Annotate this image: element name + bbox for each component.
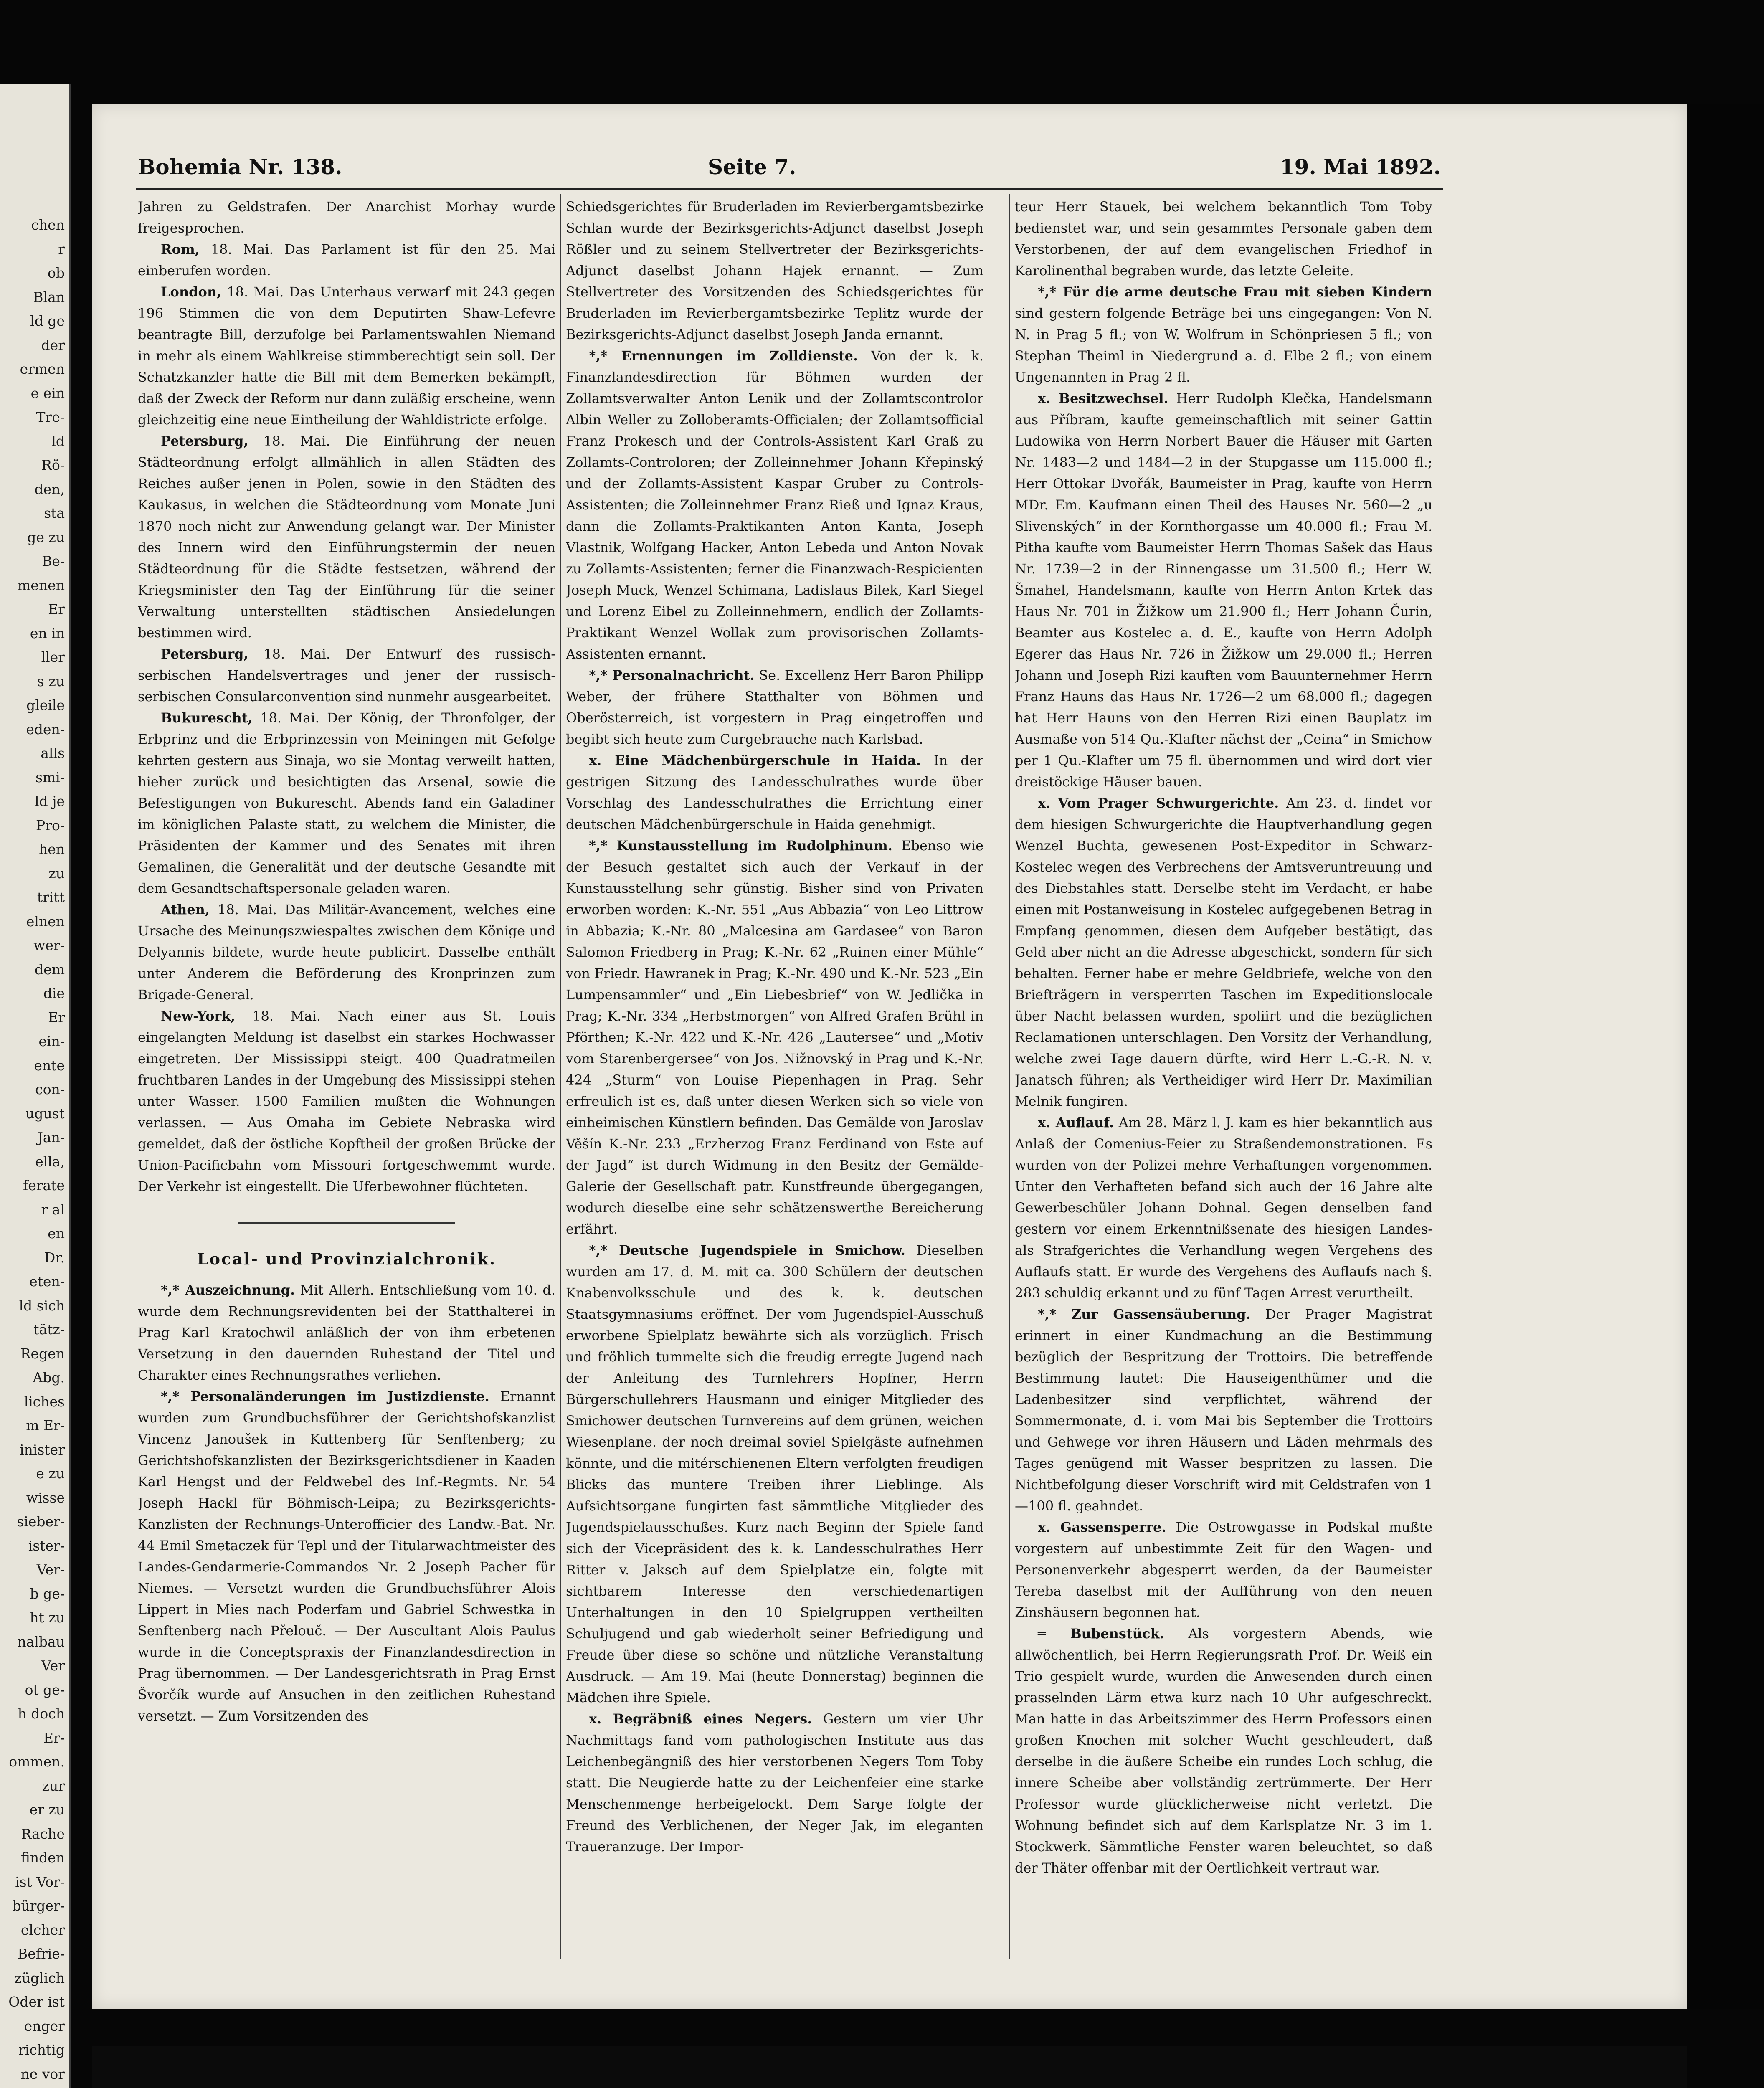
previous-page-fragment: Blan <box>33 289 65 305</box>
article-schwurgericht <box>1015 793 1432 1112</box>
previous-page-fragment: ommen. <box>9 1754 65 1770</box>
article-text: Ernannt wurden zum Grundbuchsführer der Gerichtshofskanzlist Vincenz Janoušek in Kuttenberg für Senftenberg; zu Gerichtshofskanzlisten der Bezirksgerichtsdiener in Kaaden Karl Hengst und der Feldwebel des Inf.-Regmts. Nr. 54 Joseph Hackl für Böhmisch-Leipa; zu Bezirksgerichts-Kanzlisten der Rechnungs-Unterofficier des Landw.-Bat. Nr. 44 Emil Smetaczek für Tepl und der Titularwachtmeister des Landes-Gendarmerie-Commandos Nr. 2 Joseph Pacher für Niemes. — Versetzt wurden die Grundbuchsführer Alois Lippert in Mies nach Poderfam und Gabriel Schwestka in Senftenberg nach Přelouč. — Der Auscultant Alois Paulus wurde in die Conceptspraxis der Finanzlandesdirection in Prag übernommen. — Der Landesgerichtsrath in Prag Ernst Švorčík wurde auf Ansuchen in den zeitlichen Ruhestand versetzt. — Zum Vorsitzenden des <box>138 1389 555 1724</box>
previous-page-fragments <box>0 213 69 2088</box>
previous-page-fragment: eden- <box>26 721 65 737</box>
article-text: 18. Mai. Die Einführung der neuen Städteordnung erfolgt allmählich in allen Städten des Reiches außer jenen in Polen, sowie in den Städten des Kaukasus, in welchen die Städteordnung vom Monate Juni 1870 noch nicht zur Anwendung gelangt war. Der Minister des Innern wird den Einführungstermin der neuen Städteordnung für die Städte festsetzen, während der Kriegsminister den Tag der Einführung für die seiner Verwaltung unterstellten städtischen Ansiedelungen bestimmen wird. <box>138 433 555 641</box>
article-text: 18. Mai. Das Militär-Avancement, welches eine Ursache des Meinungszwiespaltes zwischen dem Könige und Delyannis bildete, wurde heute publicirt. Dasselbe enthält unter Anderem die Beförderung des Kronprinzen zum Brigade-General. <box>138 902 555 1003</box>
previous-page-fragment: b ge- <box>30 1585 65 1602</box>
article-heading: *,* Ernennungen im Zolldienste. <box>589 348 858 364</box>
previous-page-fragment: Er <box>48 601 65 617</box>
page-header <box>138 155 1441 184</box>
previous-page-fragment: smi- <box>35 769 65 786</box>
previous-page-fragment: Jan- <box>37 1129 65 1145</box>
previous-page-fragment: en <box>48 1225 65 1242</box>
previous-page-fragment: Oder ist <box>8 1994 65 2010</box>
article-gassensaeuberung <box>1015 1304 1432 1517</box>
previous-page-fragment: r <box>58 241 65 257</box>
previous-page-fragment: dem <box>35 961 65 978</box>
previous-page-fragment: chen <box>31 217 65 233</box>
article-text: Der Prager Magistrat erinnert in einer Kundmachung an die Bestimmung bezüglich der Bespritzung der Trottoirs. Die betreffende Bestimmung lautet: Die Hauseigenthümer und die Ladenbesitzer sind verpflichtet, während der Sommermonate, d. i. vom Mai bis September die Trottoirs und Gehwege vor ihren Häusern und Läden mehrmals des Tages genügend mit Wasser bespritzen zu lassen. Die Nichtbefolgung dieser Vorschrift wird mit Geldstrafen von 1—100 fl. geahndet. <box>1015 1306 1432 1514</box>
previous-page-fragment: alls <box>41 745 65 761</box>
article-heading: *,* Personalnachricht. <box>589 667 755 683</box>
article-text: teur Herr Stauek, bei welchem bekanntlich Tom Toby bedienstet war, und sein gesammtes Personale gaben dem Verstorbenen, der auf dem evangelischen Friedhof in Karolinenthal begraben wurde, das letzte Geleite. <box>1015 199 1432 279</box>
previous-page-fragment: inister <box>20 1441 65 1458</box>
previous-page-fragment: wer- <box>33 937 65 953</box>
article-jugendspiele <box>566 1240 983 1708</box>
article-heading: x. Gassensperre. <box>1038 1519 1166 1535</box>
column-2 <box>566 196 983 1959</box>
article-text: Jahren zu Geldstrafen. Der Anarchist Morhay wurde freigesprochen. <box>138 199 555 236</box>
article-kunstausstellung <box>566 835 983 1240</box>
article-personalnachricht <box>566 665 983 750</box>
previous-page-fragment: elcher <box>20 1921 65 1938</box>
article-london <box>138 281 555 431</box>
article-auflauf <box>1015 1112 1432 1304</box>
previous-page-fragment: ne vor <box>20 2065 65 2082</box>
article-text: Am 28. März l. J. kam es hier bekanntlich aus Anlaß der Comenius-Feier zu Straßendemonstrationen. Es wurden von der Polizei mehre Verhaftungen vorgenommen. Unter den Verhafteten befand sich auch der 16 Jahre alte Gewerbeschüler Johann Dohnal. Gegen denselben fand gestern vor einem Erkenntnißsenate des hiesigen Landes- als Strafgerichtes die Verhandlung wegen Vergehens des Auflaufs statt. Er wurde des Vergehens des Auflaufs nach §. 283 schuldig erkannt und zu fünf Tagen Arrest verurtheilt. <box>1015 1115 1432 1301</box>
previous-page-fragment: ferate <box>23 1177 65 1194</box>
microfilm-strip <box>92 2046 1687 2088</box>
dateline: New-York, <box>161 1008 236 1024</box>
article-text: Am 23. d. findet vor dem hiesigen Schwurgerichte die Hauptverhandlung gegen Wenzel Buchta, gewesenen Post-Expeditor in Schwarz-Kostelec wegen des Verbrechens der Amtsveruntreuung und des Diebstahles statt. Derselbe steht im Verdacht, er habe einen mit Postanweisung in Kostelec aufgegebenen Betrag in Empfang genommen, diesen dem Aufgeber bestätigt, das Geld aber nicht an die Adresse abgeschickt, sondern für sich behalten. Ferner habe er mehre Geldbriefe, welche von den Briefträgern in versperrten Taschen im Expeditionslocale über Nacht belassen wurden, spoliirt und die bezüglichen Reclamationen unterschlagen. Den Vorsitz der Verhandlung, welche zwei Tage dauern dürfte, wird Herr L.-G.-R. N. v. Janatsch führen; als Vertheidiger wird Herr Dr. Maximilian Melnik fungiren. <box>1015 795 1432 1109</box>
article-athen <box>138 899 555 1006</box>
article-text: 18. Mai. Nach einer aus St. Louis eingelangten Meldung ist daselbst ein starkes Hochwasser eingetreten. Der Mississippi steigt. 400 Quadratmeilen fruchtbaren Landes in der Umgebung des Mississippi stehen unter Wasser. 1500 Familien mußten die Wohnungen verlassen. — Aus Omaha im Gebiete Nebraska wird gemeldet, daß der östliche Kopftheil der großen Brücke der Union-Pacificbahn vom Missouri fortgeschwemmt wurde. Der Verkehr ist eingestellt. Die Uferbewohner flüchteten. <box>138 1008 555 1194</box>
column-rule <box>560 194 561 1959</box>
article-text: In der gestrigen Sitzung des Landesschulrathes wurde über Vorschlag des Landesschulrathes die Errichtung einer deutschen Mädchenbürgerschule in Haida genehmigt. <box>566 753 983 832</box>
previous-page-fragment: hen <box>38 841 65 857</box>
dateline: Rom, <box>161 241 200 257</box>
article-personal-justiz <box>138 1386 555 1727</box>
column-3 <box>1015 196 1432 1959</box>
section-title: Local- und Provinzialchronik. <box>197 1249 497 1268</box>
article-heading: *,* Für die arme deutsche Frau mit sieben Kindern <box>1038 284 1432 300</box>
article-text: sind gestern folgende Beträge bei uns eingegangen: Von N. N. in Prag 5 fl.; von W. Wolfrum in Schönpriesen 5 fl.; von Stephan Theiml in Niedergrund a. d. Elbe 2 fl.; von einem Ungenannten in Prag 2 fl. <box>1015 305 1432 385</box>
article-bukurescht <box>138 707 555 899</box>
previous-page-fragment: zu <box>48 865 65 882</box>
column-rule <box>1009 194 1010 1959</box>
previous-page-fragment: Er- <box>43 1729 65 1746</box>
previous-page-fragment: enger <box>24 2017 65 2034</box>
article-text: Von der k. k. Finanzlandesdirection für Böhmen wurden der Zollamtsverwalter Anton Lenik und der Zollamtscontrolor Albin Weller zu Zolloberamts-Officialen; der Zollamtsofficial Franz Prokesch und der Controls-Assistent Karl Graß zu Zollamts-Controloren; der Zolleinnehmer Johann Křepinský und der Zollamts-Assistent Kaspar Gruber zu Controls-Assistenten; die Zolleinnehmer Franz Rieß und Ignaz Kraus, dann die Zollamts-Praktikanten Anton Kanta, Joseph Vlastnik, Wolfgang Hacker, Anton Lebeda und Anton Novak zu Zollamts-Assistenten; ferner die Finanzwach-Respicienten Joseph Muck, Wenzel Schimana, Ladislaus Bilek, Karl Siegel und Lorenz Eibel zu Zolleinnehmern, endlich der Zollamts-Praktikant Wenzel Wollak zum provisorischen Zollamts-Assistenten ernannt. <box>566 348 983 662</box>
previous-page-fragment: ente <box>34 1057 65 1074</box>
article-text: Dieselben wurden am 17. d. M. mit ca. 300 Schülern der deutschen Knabenvolksschule und des k. k. deutschen Staatsgymnasiums eröffnet. Der vom Jugendspiel-Ausschuß erworbene Spielplatz bewährte sich als vorzüglich. Frisch und fröhlich tummelte sich die freudig erregte Jugend nach der Anleitung des Turnlehrers Hopfner, Herrn Bürgerschullehrers Hausmann und einiger Mitglieder des Smichower deutschen Turnvereins auf dem grünen, weichen Wiesenplane. der noch dreimal soviel Spielgäste aufnehmen könnte, und die mitérschienenen Eltern verfolgten freudigen Blicks das muntere Treiben ihrer Lieblinge. Als Aufsichtsorgane fungirten fast sämmtliche Mitglieder des Jugendspielausschußes. Kurz nach Beginn der Spiele fand sich der Vicepräsident des k. k. Landesschulrathes Herr Ritter v. Jaksch auf dem Spielplatze ein, folgte mit sichtbarem Interesse den verschiedenartigen Unterhaltungen in den 10 Spielgruppen vertheilten Schuljugend und gab wiederholt seiner Befriedigung und Freude über diese so schöne und nützliche Veranstaltung Ausdruck. — Am 19. Mai (heute Donnerstag) beginnen die Mädchen ihre Spiele. <box>566 1242 983 1705</box>
previous-page-fragment <box>0 2086 65 2088</box>
article-text: 18. Mai. Der König, der Thronfolger, der Erbprinz und die Erbprinzessin von Meiningen mit Gefolge kehrten gestern aus Sinaja, wo sie Montag verweilt hatten, hieher zurück und besichtigten das Arsenal, sowie die Befestigungen von Bukurescht. Abends fand ein Galadiner im königlichen Palaste statt, zu welchem die Minister, die Präsidenten der Kammer und des Senates mit ihren Gemalinen, die Generalität und der deutsche Gesandte mit dem Gesandtschaftspersonale geladen waren. <box>138 710 555 896</box>
previous-page-fragment: e ein <box>30 385 65 401</box>
article-text: Als vorgestern Abends, wie allwöchentlich, bei Herrn Regierungsrath Prof. Dr. Weiß ein Trio gespielt wurde, wurden die Anwesenden durch einen prasselnden Lärm etwa kurz nach 10 Uhr aufgeschreckt. Man hatte in das Arbeitszimmer des Herrn Professors einen großen Knochen mit solcher Wucht geschleudert, daß derselbe in die äußere Scheibe ein rundes Loch schlug, die innere Scheibe aber vollständig zertrümmerte. Der Herr Professor wurde glücklicherweise nicht verletzt. Die Wohnung befindet sich auf dem Karlsplatze Nr. 3 im 1. Stockwerk. Sämmtliche Fenster waren beleuchtet, so daß der Thäter offenbar mit der Oertlichkeit vertraut war. <box>1015 1626 1432 1876</box>
previous-page-fragment: bürger- <box>12 1898 65 1914</box>
article-zolldienst <box>566 345 983 665</box>
previous-page-fragment: ugust <box>25 1105 65 1122</box>
previous-page-fragment: finden <box>20 1850 65 1866</box>
article-petersburg <box>138 431 555 644</box>
article-heading: x. Begräbniß eines Negers. <box>589 1711 812 1727</box>
dateline: Bukurescht, <box>161 710 253 726</box>
previous-page-fragment: s zu <box>37 673 65 689</box>
previous-page-fragment: züglich <box>14 1969 65 1986</box>
previous-page-fragment: liches <box>24 1393 65 1410</box>
previous-page-fragment: ermen <box>20 361 65 377</box>
previous-page-fragment: en in <box>30 625 65 641</box>
previous-page-fragment: ister- <box>28 1537 65 1554</box>
previous-page-fragment: ella, <box>35 1153 65 1170</box>
article-bubenstueck <box>1015 1623 1432 1879</box>
article-text: Se. Excellenz Herr Baron Philipp Weber, der frühere Statthalter von Böhmen und Oberösterreich, ist vorgestern in Prag eingetroffen und begibt sich heute zum Curgebrauche nach Karlsbad. <box>566 667 983 747</box>
article-besitzwechsel <box>1015 388 1432 793</box>
article-text: Die Ostrowgasse in Podskal mußte vorgestern auf unbestimmte Zeit für den Wagen- und Personenverkehr abgesperrt werden, da der Baumeister Tereba daselbst mit der Aufführung von den neuen Zinshäusern begonnen hat. <box>1015 1519 1432 1620</box>
previous-page-fragment: Rö- <box>41 457 65 473</box>
article-heading: *,* Zur Gassensäuberung. <box>1038 1306 1251 1322</box>
article-new-york <box>138 1006 555 1197</box>
dateline: Petersburg, <box>161 433 248 449</box>
previous-page-fragment: nalbau <box>17 1633 65 1650</box>
article-text: Herr Rudolph Klečka, Handelsmann aus Příbram, kaufte gemeinschaftlich mit seiner Gattin Ludowika von Herrn Norbert Bauer die Häuser mit Garten Nr. 1483—2 und 1484—2 in der Stupgasse um 115.000 fl.; Herr Ottokar Dvořák, Baumeister in Prag, kaufte von Herrn MDr. Em. Kaufmann einen Theil des Hauses Nr. 560—2 „u Slivenských“ in der Kornthorgasse um 40.000 fl.; Frau M. Pitha kaufte vom Baumeister Herrn Thomas Sašek das Haus Nr. 1739—2 in der Rinnengasse um 31.500 fl.; Herr W. Šmahel, Handelsmann, kaufte von Herrn Anton Krtek das Haus Nr. 701 in Žižkow um 21.900 fl.; Herr Johann Čurin, Beamter aus Kostelec a. d. E., kaufte von Herrn Adolph Egerer das Haus Nr. 726 in Žižkow um 29.000 fl.; Herren Johann und Joseph Rizi kauften vom Bauunternehmer Herrn Franz Hauns das Haus Nr. 1726—2 um 68.000 fl.; dagegen hat Herr Hauns von den Herren Rizi einen Bauplatz im Ausmaße von 514 Qu.-Klafter nächst der „Ceina“ in Smichow per 1 Qu.-Klafter um 75 fl. übernommen und wird dort vier dreistöckige Häuser bauen. <box>1015 390 1432 790</box>
previous-page-fragment: ot ge- <box>25 1681 65 1698</box>
previous-page-fragment: ein- <box>38 1033 65 1049</box>
article-heading: x. Auflauf. <box>1038 1115 1114 1130</box>
previous-page-fragment: er zu <box>29 1802 65 1818</box>
previous-page-fragment: Ver- <box>36 1561 65 1578</box>
article-text: 18. Mai. Das Unterhaus verwarf mit 243 gegen 196 Stimmen die von dem Deputirten Shaw-Lefevre beantragte Bill, derzufolge bei Parlamentswahlen Niemand in mehr als einem Wahlkreise stimmberechtigt sein soll. Der Schatzkanzler hatte die Bill mit dem Bemerken bekämpft, daß der Zweck der Reform nur dann zuläßig erscheine, wenn gleichzeitig eine neue Eintheilung der Wahldistricte erfolge. <box>138 284 555 428</box>
article-text: Schiedsgerichtes für Bruderladen im Revierbergamtsbezirke Schlan wurde der Bezirksgerichts-Adjunct daselbst Joseph Rößler und zu seinem Stellvertreter der Bezirksgerichts-Adjunct daselbst Johann Hajek ernannt. — Zum Stellvertreter des Vorsitzenden des Schiedsgerichtes für Bruderladen im Revierbergamtsbezirke Teplitz wurde der Bezirksgerichts-Adjunct daselbst Joseph Janda ernannt. <box>566 199 983 342</box>
article-heading: x. Besitzwechsel. <box>1038 390 1168 406</box>
previous-page-fragment: con- <box>35 1081 65 1097</box>
article-text: Gestern um vier Uhr Nachmittags fand vom pathologischen Institute aus das Leichenbegängniß des hier verstorbenen Negers Tom Toby statt. Die Neugierde hatte zu der Leichenfeier eine starke Menschenmenge herbeigelockt. Dem Sarge folgte der Freund des Verblichenen, der Neger Jak, im eleganten Traueranzuge. Der Impor- <box>566 1711 983 1855</box>
previous-page-fragment: ht zu <box>30 1609 65 1626</box>
previous-page-fragment: tätz- <box>33 1321 65 1338</box>
previous-page-fragment: wisse <box>26 1489 65 1506</box>
article-petersburg-2 <box>138 644 555 707</box>
article-haida <box>566 750 983 835</box>
previous-page-fragment: ld <box>51 433 65 449</box>
header-rule <box>136 188 1443 190</box>
previous-page-fragment: Abg. <box>33 1369 65 1386</box>
previous-page-fragment: ge zu <box>27 529 65 545</box>
previous-page-fragment: richtig <box>18 2042 65 2058</box>
header-publication: Bohemia Nr. 138. <box>138 155 342 179</box>
previous-page-fragment: eten- <box>29 1273 65 1290</box>
previous-page-fragment: Befrie- <box>17 1946 65 1962</box>
header-page-number: Seite 7. <box>708 155 796 179</box>
previous-page-fragment: ld je <box>35 793 65 809</box>
dateline: Athen, <box>161 902 210 917</box>
article-begraebniss <box>566 1708 983 1857</box>
article-rom <box>138 239 555 281</box>
article-heading: x. Vom Prager Schwurgerichte. <box>1038 795 1279 811</box>
previous-page-fragment: den, <box>34 481 65 497</box>
previous-page-fragment: Tre- <box>36 409 65 425</box>
previous-page-fragment: Dr. <box>44 1249 65 1266</box>
dateline: Petersburg, <box>161 646 248 662</box>
article-auszeichnung <box>138 1280 555 1386</box>
header-date: 19. Mai 1892. <box>1280 155 1441 179</box>
previous-page-fragment: der <box>41 337 65 353</box>
previous-page-fragment: Pro- <box>36 817 65 834</box>
previous-page-fragment: ist Vor- <box>15 1873 65 1890</box>
previous-page-edge <box>0 84 71 2088</box>
previous-page-fragment: r al <box>41 1201 65 1218</box>
article-heading: *,* Kunstausstellung im Rudolphinum. <box>589 838 892 854</box>
previous-page-fragment: e zu <box>36 1465 65 1482</box>
previous-page-fragment: Rache <box>21 1825 65 1842</box>
previous-page-fragment: Regen <box>20 1345 65 1362</box>
previous-page-fragment: die <box>43 985 65 1001</box>
scan-margin <box>1687 104 1764 2009</box>
previous-page-fragment: ld sich <box>19 1297 65 1314</box>
article-arme-frau <box>1015 281 1432 388</box>
article-text: Ebenso wie der Besuch gestaltet sich auch der Verkauf in der Kunstausstellung sehr günstig. Bisher sind von Privaten erworben worden: K.-Nr. 551 „Aus Abbazia“ von Leo Littrow in Abbazia; K.-Nr. 80 „Malcesina am Gardasee“ von Baron Salomon Friedberg in Prag; K.-Nr. 62 „Ruinen einer Mühle“ von Friedr. Hawranek in Prag; K.-Nr. 490 und K.-Nr. 523 „Ein Lumpensammler“ und „Ein Liebesbrief“ von W. Jedlička in Prag; K.-Nr. 334 „Herbstmorgen“ von Alfred Grafen Brühl in Pförthen; K.-Nr. 422 und K.-Nr. 426 „Lautersee“ und „Motiv vom Starenbergersee“ von Jos. Nižnovský in Prag und K.-Nr. 424 „Sturm“ von Louise Piepenhagen in Prag. Sehr erfreulich ist es, daß unter diesen Werken sich so viele von einheimischen Künstlern befinden. Das Gemälde von Jaroslav Věšín K.-Nr. 233 „Erzherzog Franz Ferdinand von Este auf der Jagd“ ist durch Widmung in den Besitz der Gemälde-Galerie der Gesellschaft patr. Kunstfreunde übergegangen, wodurch dieselbe eine sehr schätzenswerthe Bereicherung erfährt. <box>566 838 983 1237</box>
article-heading: *,* Auszeichnung. <box>161 1282 295 1298</box>
previous-page-fragment: sta <box>44 505 65 521</box>
previous-page-fragment: m Er- <box>26 1417 65 1434</box>
previous-page-fragment: h doch <box>18 1705 65 1722</box>
newspaper-page <box>92 104 1687 2009</box>
article-heading: *,* Personaländerungen im Justizdienste. <box>161 1389 489 1404</box>
article-heading: *,* Deutsche Jugendspiele in Smichow. <box>589 1242 906 1258</box>
article-heading: ═ Bubenstück. <box>1038 1626 1164 1642</box>
dateline: London, <box>161 284 222 300</box>
previous-page-fragment: zur <box>42 1777 65 1794</box>
previous-page-fragment: Ver <box>41 1657 65 1674</box>
article-text: 18. Mai. Das Parlament ist für den 25. Mai einberufen worden. <box>138 241 555 279</box>
previous-page-fragment: ob <box>48 265 65 281</box>
previous-page-fragment: sieber- <box>17 1513 65 1530</box>
article-text: 18. Mai. Der Entwurf des russisch-serbischen Handelsvertrages und jener der russisch-serbischen Consularconvention sind nunmehr ausgearbeitet. <box>138 646 555 704</box>
section-divider <box>238 1222 455 1224</box>
article-heading: x. Eine Mädchenbürgerschule in Haida. <box>589 753 921 768</box>
previous-page-fragment: ller <box>41 649 65 665</box>
article-text: Mit Allerh. Entschließung vom 10. d. wurde dem Rechnungsrevidenten bei der Statthalterei in Prag Karl Kratochwil anläßlich der von ihm erbetenen Versetzung in den dauernden Ruhestand der Titel und Charakter eines Rechnungsrathes verliehen. <box>138 1282 555 1383</box>
article-gassensperre <box>1015 1517 1432 1623</box>
previous-page-fragment: Be- <box>42 553 65 569</box>
previous-page-fragment: tritt <box>37 889 65 905</box>
previous-page-fragment: elnen <box>26 913 65 930</box>
previous-page-fragment: gleile <box>26 697 65 713</box>
previous-page-fragment: ld ge <box>30 313 65 329</box>
previous-page-fragment: menen <box>18 577 65 593</box>
previous-page-fragment: Er <box>48 1009 65 1026</box>
column-1 <box>138 196 555 1959</box>
